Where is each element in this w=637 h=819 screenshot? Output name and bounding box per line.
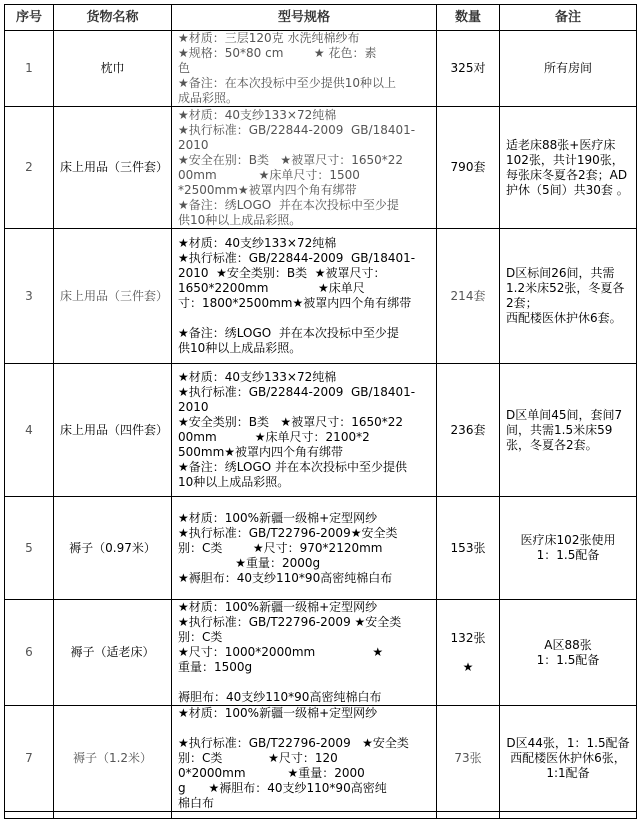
quantity bbox=[437, 31, 500, 107]
spec-line: 棉白布 bbox=[178, 796, 215, 810]
quantity-value: 73张 bbox=[454, 751, 482, 765]
row-number: 3 bbox=[5, 229, 54, 364]
quantity-value: 132张 bbox=[450, 630, 486, 645]
spec-line: ★执行标准：GB/T22796-2009 ★安全类 bbox=[178, 736, 409, 750]
table-row bbox=[5, 364, 637, 497]
quantity-value: 153张 bbox=[450, 540, 486, 555]
spec-line: ★材质：100%新疆一级棉+定型网纱 bbox=[178, 510, 378, 525]
table-row bbox=[5, 706, 637, 812]
quantity bbox=[437, 600, 500, 706]
spec-line: 2010 ★安全类别：B类 ★被罩尺寸： bbox=[178, 266, 386, 280]
goods-name: 褥子（适老床） bbox=[54, 600, 172, 706]
goods-name: 床上用品（三件套） bbox=[54, 229, 172, 364]
spec-line bbox=[178, 311, 430, 326]
note: 医疗床102张使用 1：1.5配备 bbox=[500, 497, 637, 600]
spec-line: 供10种以上成品彩照。 bbox=[178, 212, 302, 227]
table-row bbox=[5, 497, 637, 600]
row-number: 6 bbox=[5, 600, 54, 706]
quantity-value: 236套 bbox=[450, 422, 486, 437]
spec-line: 寸：1800*2500mm★被罩内四个角有绑带 bbox=[178, 296, 412, 310]
header-row bbox=[5, 5, 637, 31]
quantity bbox=[437, 706, 500, 812]
spec-line: 色 bbox=[178, 61, 191, 75]
quantity-value: 790套 bbox=[450, 160, 486, 174]
table-row bbox=[5, 229, 637, 364]
quantity bbox=[437, 107, 500, 229]
spec-cell bbox=[172, 600, 437, 706]
spec-line: 别：C类 bbox=[178, 630, 223, 644]
spec-line: ★执行标准：GB/T22796-2009 ★安全类 bbox=[178, 615, 402, 629]
spec-line: ★重量：2000g bbox=[178, 555, 321, 570]
spec-line bbox=[178, 721, 430, 736]
header-no: 序号 bbox=[5, 5, 54, 31]
header-spec: 型号规格 bbox=[172, 5, 437, 31]
quantity bbox=[437, 229, 500, 364]
row-number: 2 bbox=[5, 107, 54, 229]
note: D区44张，1：1.5配备 西配楼医休护休6张，1:1配备 bbox=[500, 706, 637, 812]
goods-name: 床上用品（三件套） bbox=[54, 107, 172, 229]
spec-line: ★执行标准：GB/T22796-2009★安全类 bbox=[178, 525, 398, 540]
goods-name: 床上用品（四件套） bbox=[54, 364, 172, 497]
spec-line: g ★褥胆布：40支纱110*90高密纯 bbox=[178, 781, 387, 795]
spec-line: 2010 bbox=[178, 137, 209, 152]
spec-line: ★备注：绣LOGO 并在本次投标中至少提 bbox=[178, 197, 399, 212]
spec-line: ★安全类别：B类 ★被罩尺寸：1650*22 bbox=[178, 415, 404, 429]
note: 所有房间 bbox=[500, 31, 637, 107]
spec-line: ★备注：绣LOGO 并在本次投标中至少提供 bbox=[178, 460, 408, 474]
row-number: 4 bbox=[5, 364, 54, 497]
spec-line: 褥胆布：40支纱110*90高密纯棉白布 bbox=[178, 690, 382, 704]
spec-line: ★规格：50*80 cm ★ 花色：素 bbox=[178, 46, 377, 60]
spec-line: ★材质：40支纱133×72纯棉 bbox=[178, 107, 337, 122]
spec-line: 0*2000mm ★重量：2000 bbox=[178, 766, 365, 780]
spec-cell bbox=[172, 31, 437, 107]
spec-cell bbox=[172, 229, 437, 364]
note: A区88张 1：1.5配备 bbox=[500, 600, 637, 706]
quantity-value: 325对 bbox=[450, 61, 486, 75]
table-row bbox=[5, 31, 637, 107]
spec-line: 00mm ★床单尺寸：2100*2 bbox=[178, 430, 370, 444]
row-number: 7 bbox=[5, 706, 54, 812]
header-note: 备注 bbox=[500, 5, 637, 31]
spec-line bbox=[178, 675, 430, 690]
note: 适老床88张+医疗床102张，共计190张，每张床冬夏各2套；AD护休（5间）共30套 。 bbox=[500, 107, 637, 229]
spec-line: ★褥胆布：40支纱110*90高密纯棉白布 bbox=[178, 570, 393, 585]
table-row bbox=[5, 600, 637, 706]
spec-line: ★执行标准：GB/22844-2009 GB/18401- bbox=[178, 251, 416, 265]
spec-line: ★材质：40支纱133×72纯棉 bbox=[178, 236, 337, 250]
spec-line: 别：C类 ★尺寸：120 bbox=[178, 751, 338, 765]
spec-line: ★执行标准：GB/22844-2009 GB/18401- bbox=[178, 122, 416, 137]
spec-line: 00mm ★床单尺寸：1500 bbox=[178, 167, 360, 182]
row-number: 1 bbox=[5, 31, 54, 107]
quantity-value: 214套 bbox=[450, 288, 486, 303]
quantity bbox=[437, 364, 500, 497]
header-qty: 数量 bbox=[437, 5, 500, 31]
spec-line: 别：C类 ★尺寸：970*2120mm bbox=[178, 540, 383, 555]
header-name: 货物名称 bbox=[54, 5, 172, 31]
spec-line: 2010 bbox=[178, 400, 209, 414]
goods-name: 褥子（1.2米） bbox=[54, 706, 172, 812]
spec-line: ★尺寸：1000*2000mm ★ bbox=[178, 645, 384, 659]
goods-name: 枕巾 bbox=[54, 31, 172, 107]
spec-line: 供10种以上成品彩照。 bbox=[178, 341, 302, 355]
spec-line: ★备注：绣LOGO 并在本次投标中至少提 bbox=[178, 326, 399, 340]
spec-cell bbox=[172, 706, 437, 812]
spec-line: ★材质：100%新疆一级棉+定型网纱 bbox=[178, 706, 378, 720]
spec-line: ★材质：40支纱133×72纯棉 bbox=[178, 370, 337, 384]
note: D区标间26间，共需1.2米床52张，冬夏各2套； 西配楼医休护休6套。 bbox=[500, 229, 637, 364]
spec-cell bbox=[172, 107, 437, 229]
spec-line: 500mm★被罩内四个角有绑带 bbox=[178, 445, 344, 459]
spec-line: 成品彩照。 bbox=[178, 91, 239, 105]
spec-line: ★材质：三层120克 水洗纯棉纱布 bbox=[178, 31, 360, 45]
quantity bbox=[437, 497, 500, 600]
spec-line: ★执行标准：GB/22844-2009 GB/18401- bbox=[178, 385, 416, 399]
spec-line: 重量：1500g bbox=[178, 660, 253, 674]
spec-line: ★材质：100%新疆一级棉+定型网纱 bbox=[178, 600, 378, 614]
goods-table bbox=[4, 4, 637, 819]
spec-line: ★安全在别：B类 ★被罩尺寸：1650*22 bbox=[178, 152, 404, 167]
spec-line: ★备注：在本次投标中至少提供10种以上 bbox=[178, 76, 397, 90]
note: D区单间45间，套间7间，共需1.5米床59张，冬夏各2套。 bbox=[500, 364, 637, 497]
spec-cell bbox=[172, 497, 437, 600]
spec-line: 10种以上成品彩照。 bbox=[178, 475, 290, 489]
spec-line: *2500mm★被罩内四个角有绑带 bbox=[178, 182, 357, 197]
spec-cell bbox=[172, 364, 437, 497]
star-mark: ★ bbox=[462, 659, 474, 674]
table-row bbox=[5, 107, 637, 229]
goods-name: 褥子（0.97米） bbox=[54, 497, 172, 600]
spec-line: 1650*2200mm ★床单尺 bbox=[178, 281, 365, 295]
row-number: 5 bbox=[5, 497, 54, 600]
